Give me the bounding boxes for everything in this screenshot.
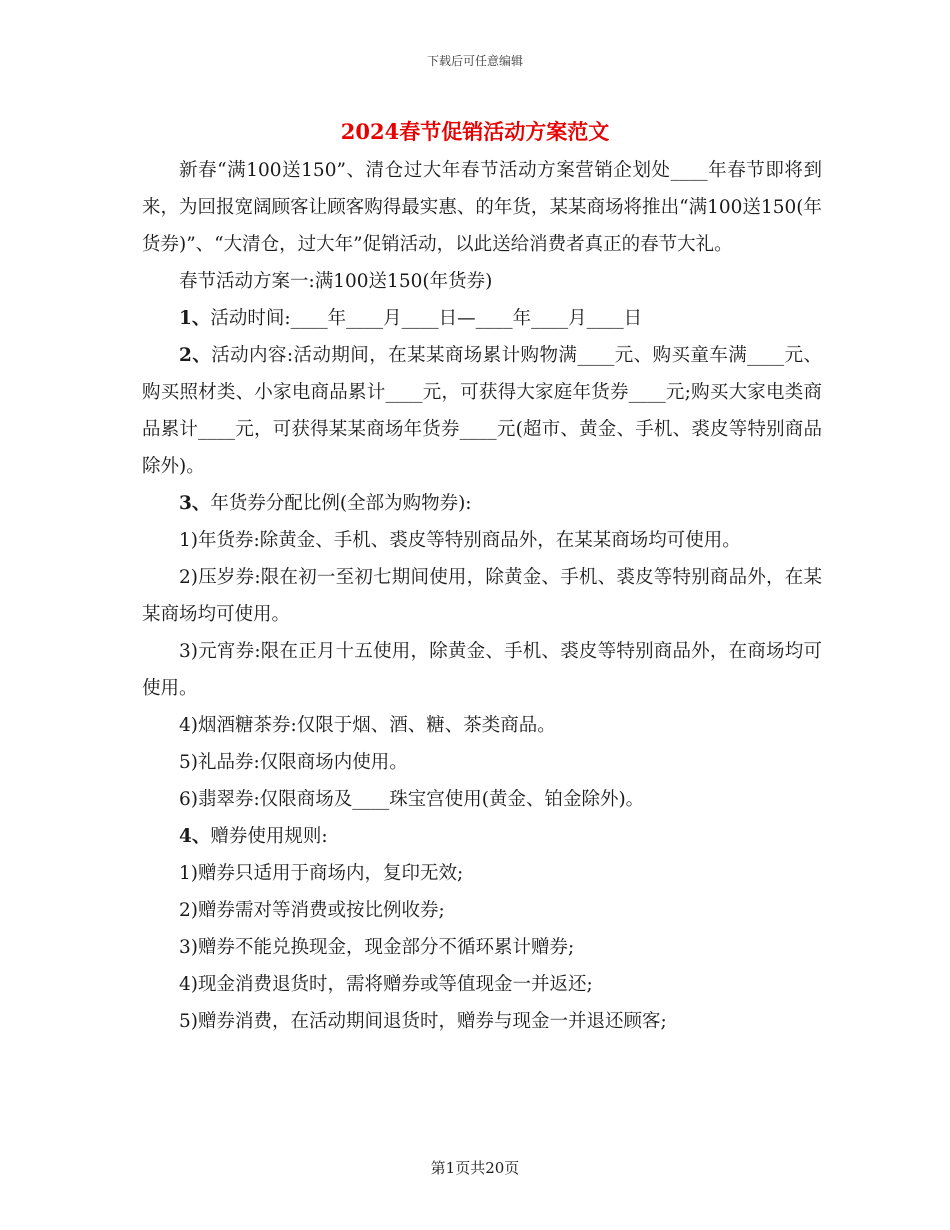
- paragraph-rule-5: 5)赠券消费，在活动期间退货时，赠券与现金一并退还顾客;: [179, 1011, 667, 1032]
- item-number: 4、: [179, 826, 211, 847]
- item-text: 赠券使用规则:: [210, 826, 328, 847]
- paragraph-intro: 新春“满100送150”、清仓过大年春节活动方案营销企划处____年春节即将到来，为回报宽阔顾客让顾客购得最实惠、的年货，某某商场将推出“满100送150(年货券)”、“大清仓，过大年”促销活动，以此送给消费者真正的春节大礼。: [142, 160, 822, 255]
- item-number: 1、: [179, 308, 211, 329]
- page-header: 下载后可任意编辑: [426, 54, 523, 68]
- item-text: 活动内容:活动期间，在某某商场累计购物满____元、购买童车满____元、购买照材类、小家电商品累计____元，可获得大家庭年货券____元;购买大家电类商品累计____元，可获得某某商场年货券____元(超市、黄金、手机、裘皮等特别商品除外)。: [142, 345, 822, 477]
- page-footer: 第1页共20页: [430, 1159, 520, 1177]
- paragraph-usage-rules: [142, 818, 822, 855]
- paragraph-voucher-ratio: [142, 485, 822, 522]
- paragraph-voucher-2: 2)压岁券:限在初一至初七期间使用，除黄金、手机、裘皮等特别商品外，在某某商场均可使用。: [142, 567, 822, 625]
- item-text: 年货券分配比例(全部为购物券):: [210, 493, 472, 514]
- paragraph-activity-time: [142, 300, 822, 337]
- item-number: 3、: [179, 493, 211, 514]
- paragraph-rule-4: 4)现金消费退货时，需将赠券或等值现金一并返还;: [179, 974, 593, 995]
- paragraph-voucher-5: 5)礼品券:仅限商场内使用。: [179, 752, 408, 773]
- paragraph-voucher-1: 1)年货券:除黄金、手机、裘皮等特别商品外，在某某商场均可使用。: [179, 530, 741, 551]
- paragraph-voucher-6: 6)翡翠券:仅限商场及____珠宝宫使用(黄金、铂金除外)。: [179, 789, 645, 810]
- paragraph-rule-3: 3)赠券不能兑换现金，现金部分不循环累计赠券;: [179, 937, 575, 958]
- paragraph-plan-one-heading: 春节活动方案一:满100送150(年货券): [179, 271, 493, 292]
- paragraph-voucher-4: 4)烟酒糖茶券:仅限于烟、酒、糖、茶类商品。: [179, 715, 556, 736]
- paragraph-rule-1: 1)赠券只适用于商场内，复印无效;: [179, 863, 464, 884]
- paragraph-voucher-3: 3)元宵券:限在正月十五使用，除黄金、手机、裘皮等特别商品外，在商场均可使用。: [142, 641, 822, 699]
- paragraph-rule-2: 2)赠券需对等消费或按比例收券;: [179, 900, 445, 921]
- document-body: [142, 152, 822, 1040]
- item-number: 2、: [179, 345, 212, 366]
- paragraph-activity-content: [142, 337, 822, 485]
- item-text: 活动时间:____年____月____日—____年____月____日: [210, 308, 643, 329]
- document-title: 2024春节促销活动方案范文: [340, 119, 610, 144]
